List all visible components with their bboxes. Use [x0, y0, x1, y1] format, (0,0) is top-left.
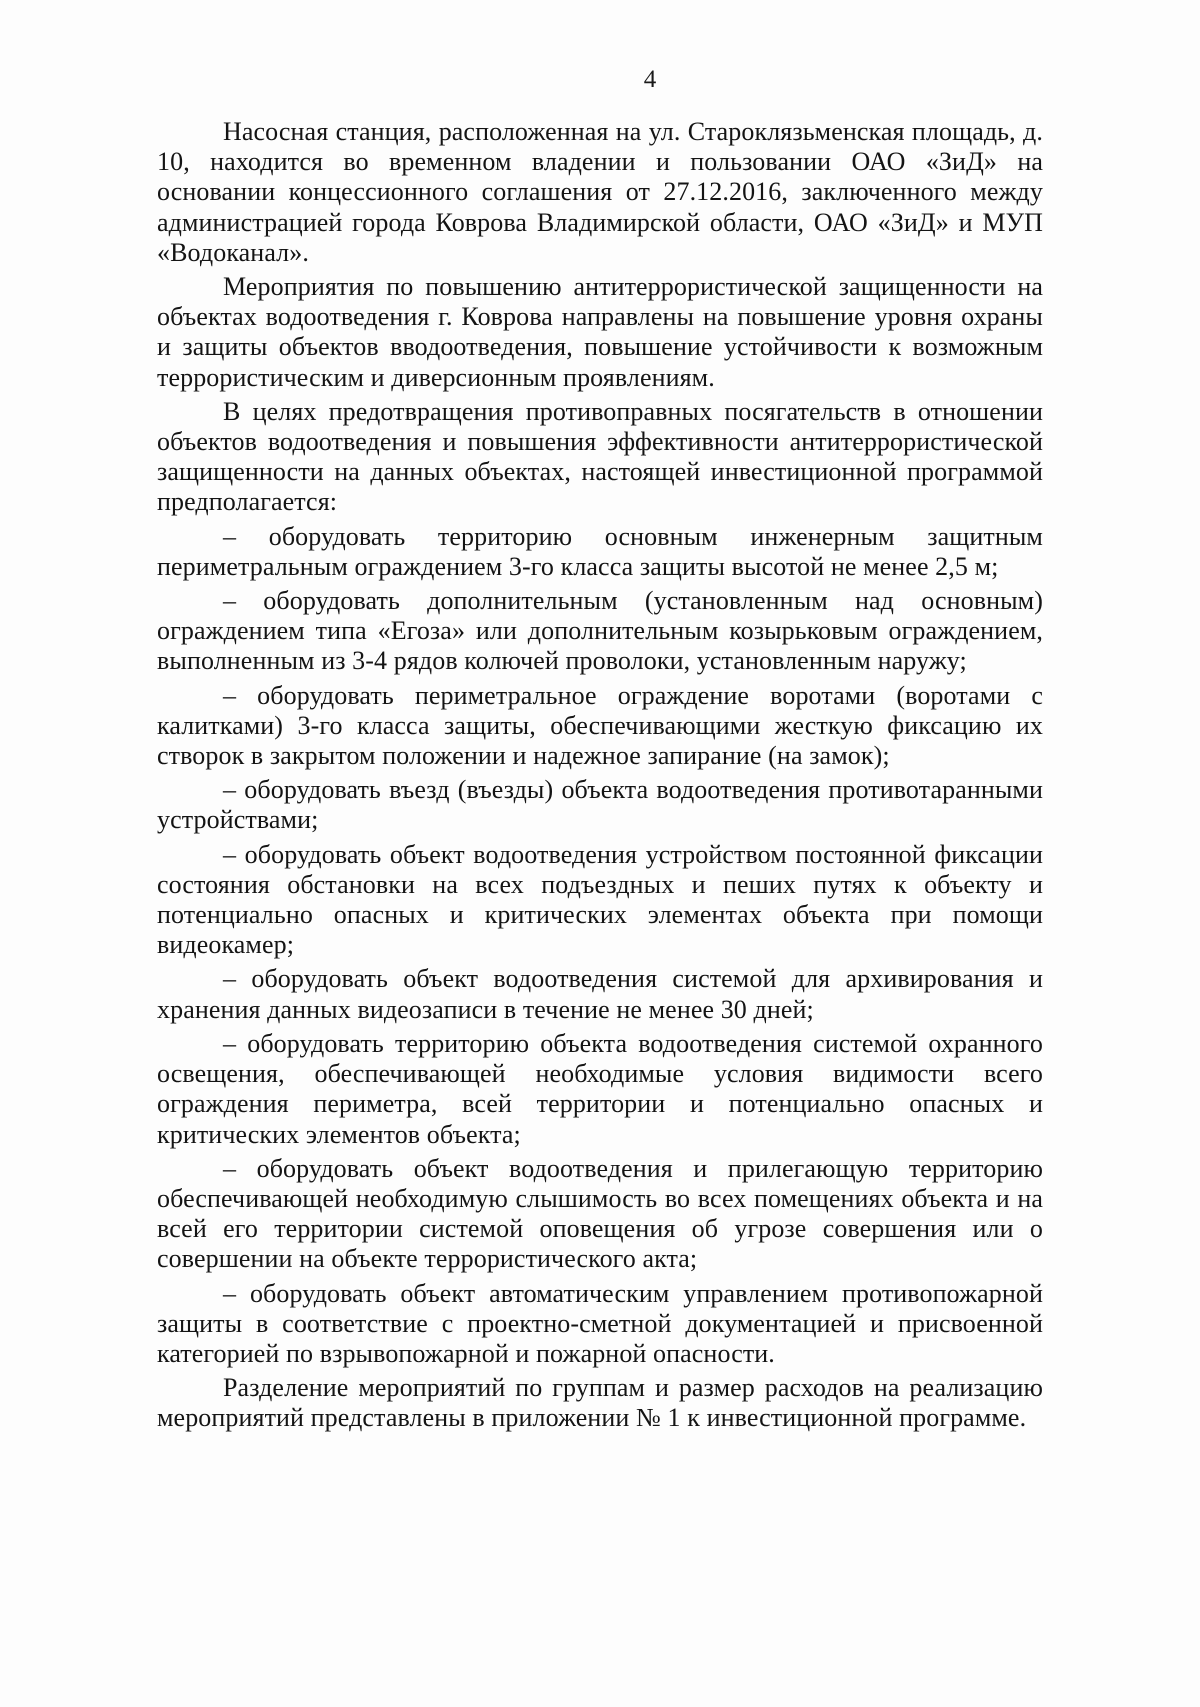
page-number: 4 [643, 66, 657, 93]
document-body [157, 117, 1043, 1438]
list-item-video-surveillance: – оборудовать объект водоотведения устройством постоянной фиксации состояния обстановки на всех подъездных и пеших путях к объекту и потенциально опасных и критических элементах объекта при помощи видеокамер; [157, 839, 1043, 960]
list-item-gates: – оборудовать периметральное ограждение воротами (воротами с калитками) 3-го класса защиты, обеспечивающими жесткую фиксацию их створок в закрытом положении и надежное запирание (на замок); [157, 680, 1043, 771]
paragraph-closing: Разделение мероприятий по группам и размер расходов на реализацию мероприятий представлены в приложении № 1 к инвестиционной программе. [157, 1373, 1043, 1433]
list-item-security-lighting: – оборудовать территорию объекта водоотведения системой охранного освещения, обеспечивающей необходимые условия видимости всего ограждения периметра, всей территории и потенциально опасных и критических элементов объекта; [157, 1028, 1043, 1149]
list-item-anti-ram: – оборудовать въезд (въезды) объекта водоотведения противотаранными устройствами; [157, 775, 1043, 835]
list-item-alert-system: – оборудовать объект водоотведения и прилегающую территорию обеспечивающей необходимую слышимость во всех помещениях объекта и на всей его территории системой оповещения об угрозе совершения или о совершении на объекте террористического акта; [157, 1153, 1043, 1274]
list-item-additional-fence: – оборудовать дополнительным (установленным над основным) ограждением типа «Егоза» или дополнительным козырьковым ограждением, выполненным из 3-4 рядов колючей проволоки, установленным наружу; [157, 586, 1043, 676]
paragraph-pump-station: Насосная станция, расположенная на ул. Староклязьменская площадь, д. 10, находится во временном владении и пользовании ОАО «ЗиД» на основании концессионного соглашения от 27.12.2016, заключенного между администрацией города Коврова Владимирской области, ОАО «ЗиД» и МУП «Водоканал». [157, 117, 1043, 267]
paragraph-program-intro: В целях предотвращения противоправных посягательств в отношении объектов водоотведения и повышения эффективности антитеррористической защищенности на данных объектах, настоящей инвестиционной программой предполагается: [157, 396, 1043, 517]
list-item-perimeter-fence: – оборудовать территорию основным инженерным защитным периметральным ограждением 3-го класса защиты высотой не менее 2,5 м; [157, 521, 1043, 581]
list-item-video-archive: – оборудовать объект водоотведения системой для архивирования и хранения данных видеозаписи в течение не менее 30 дней; [157, 964, 1043, 1024]
paragraph-measures-purpose: Мероприятия по повышению антитеррористической защищенности на объектах водоотведения г. Коврова направлены на повышение уровня охраны и защиты объектов вводоотведения, повышение устойчивости к возможным террористическим и диверсионным проявлениям. [157, 272, 1043, 392]
list-item-fire-protection: – оборудовать объект автоматическим управлением противопожарной защиты в соответствие с проектно-сметной документацией и присвоенной категорией по взрывопожарной и пожарной опасности. [157, 1278, 1043, 1368]
